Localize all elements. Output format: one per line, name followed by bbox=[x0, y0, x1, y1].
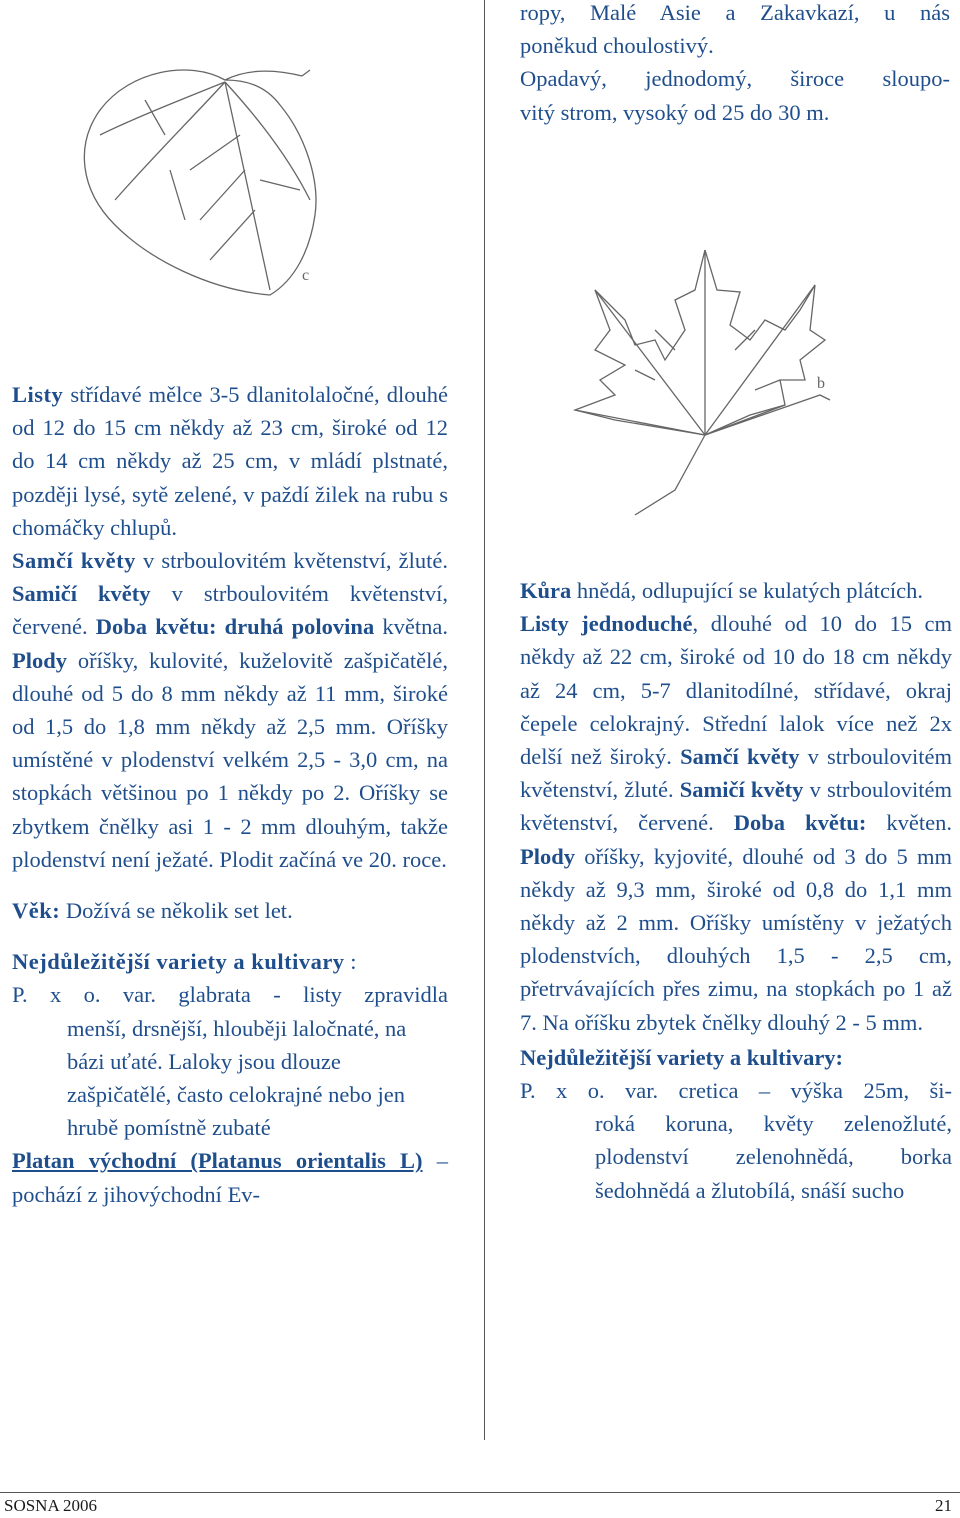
footer-left: SOSNA 2006 bbox=[4, 1496, 98, 1515]
leaf-b-illustration bbox=[555, 230, 855, 540]
kura-text: hnědá, odlupující se kulatých plátcích. bbox=[571, 578, 924, 603]
doba-heading-right: Doba květu: bbox=[733, 810, 867, 836]
vek-paragraph bbox=[12, 894, 448, 927]
right-top-line-3: Opadavý, jednodomý, široce sloupo- bbox=[520, 66, 950, 92]
samci-heading: Samčí květy bbox=[12, 548, 136, 574]
variety-heading-line-right bbox=[520, 1041, 952, 1074]
samici-heading-right: Samičí květy bbox=[679, 777, 804, 803]
leaf-c-label: c bbox=[302, 267, 310, 284]
plody-heading: Plody bbox=[12, 647, 68, 673]
flowers-paragraph bbox=[12, 544, 448, 876]
listy-heading: Listy bbox=[12, 382, 64, 407]
platan-heading: Platan východní (Platanus orientalis L) bbox=[12, 1148, 423, 1174]
variety-rest-right: roká koruna, květy zelenožluté, plodenství zelenohnědá, borka šedohnědá a žlutobílá, snáší sucho bbox=[595, 1111, 952, 1203]
platan-text: – pochází z jihovýchodní Ev- bbox=[12, 1148, 448, 1207]
samici-text-right: v strboulovitém květenství, červené. bbox=[520, 777, 952, 836]
right-column bbox=[520, 574, 952, 1207]
kura-heading: Kůra bbox=[520, 578, 572, 603]
doba-text: května. bbox=[374, 614, 448, 640]
variety-heading-right: Nejdůležitější variety a kultivary: bbox=[520, 1044, 844, 1070]
vek-text: Dožívá se několik set let. bbox=[60, 898, 293, 924]
samici-text: v strboulovitém květenství, červené. bbox=[12, 581, 448, 640]
column-divider bbox=[484, 0, 485, 1440]
variety-heading-line bbox=[12, 945, 448, 978]
plody-text-right: oříšky, kyjovité, dlouhé od 3 do 5 mm někdy až 9,3 mm, široké od 0,8 do 1,1 mm někdy až 2 mm. Oříšky umístěny v ježatých plodenstvích, dlouhých 1,5 - 2,5 cm, přetrvávajících přes zimu, na stopkách po 1 až 7. Na oříšku zbytek čnělky dlouhý 2 - 5 mm. bbox=[520, 843, 952, 1035]
plody-text: oříšky, kulovité, kuželovitě zašpičatělé, dlouhé od 5 do 8 mm někdy až 11 mm, široké od 1,5 do 1,8 mm někdy až 2,5 mm. Oříšky umístěné v plodenství velkém 2,5 - 3,0 cm, na stopkách většinou po 1 někdy po 2. Oříšky se zbytkem čnělky asi 1 - 2 mm dlouhým, takže plodenství není ježaté. Plodit začíná ve 20. roce. bbox=[12, 647, 448, 872]
variety-rest: menší, drsnější, hlouběji laločnaté, na bázi uťaté. Laloky jsou dlouze zašpičatělé, často celokrajné nebo jen hrubě pomístně zubaté bbox=[67, 1015, 407, 1141]
right-column-top bbox=[520, 0, 950, 129]
leaf-c-illustration bbox=[40, 40, 340, 310]
right-top-line-4: vitý strom, vysoký od 25 do 30 m. bbox=[520, 99, 830, 125]
plody-heading-right: Plody bbox=[520, 843, 576, 869]
doba-text-right: květen. bbox=[866, 810, 953, 836]
footer-page-number: 21 bbox=[935, 1496, 952, 1515]
samici-heading: Samičí květy bbox=[12, 581, 151, 607]
samci-text: v strboulovitém květenství, žluté. bbox=[135, 548, 448, 574]
variety-first-line-right: P. x o. var. cretica – výška 25m, ši- bbox=[520, 1078, 952, 1104]
doba-heading: Doba květu: druhá polovina bbox=[95, 614, 375, 640]
samci-text-right: v strboulovitém květenství, žluté. bbox=[520, 744, 952, 803]
variety-colon: : bbox=[344, 949, 357, 975]
variety-first-line: P. x o. var. glabrata - listy zpravidla bbox=[12, 982, 448, 1008]
listy-paragraph-right bbox=[520, 607, 952, 1039]
listy-heading-right: Listy jednoduché bbox=[520, 611, 693, 637]
vek-heading: Věk: bbox=[12, 898, 61, 924]
kura-paragraph bbox=[520, 574, 952, 607]
right-top-line-2: poněkud choulostivý. bbox=[520, 33, 714, 59]
listy-paragraph bbox=[12, 378, 448, 544]
left-column bbox=[12, 378, 448, 1211]
samci-heading-right: Samčí květy bbox=[680, 744, 800, 770]
leaf-b-label: b bbox=[817, 375, 825, 392]
listy-text: střídavé mělce 3-5 dlanitolaločné, dlouhé od 12 do 15 cm někdy až 23 cm, široké od 12 do 14 cm někdy až 25 cm, v mládí plstnaté, později lysé, sytě zelené, v paždí žilek na rubu s chomáčky chlupů. bbox=[12, 382, 448, 540]
variety-heading: Nejdůležitější variety a kultivary bbox=[12, 949, 345, 975]
platan-paragraph bbox=[12, 1144, 448, 1210]
right-top-line-1: ropy, Malé Asie a Zakavkazí, u nás bbox=[520, 0, 950, 25]
listy-text-right: , dlouhé od 10 do 15 cm někdy až 22 cm, široké od 10 do 18 cm někdy až 24 cm, 5-7 dlanitodílné, střídavé, okraj čepele celokrajný. Střední lalok více než 2x delší než široký. bbox=[520, 611, 952, 770]
footer-rule bbox=[0, 1492, 960, 1493]
